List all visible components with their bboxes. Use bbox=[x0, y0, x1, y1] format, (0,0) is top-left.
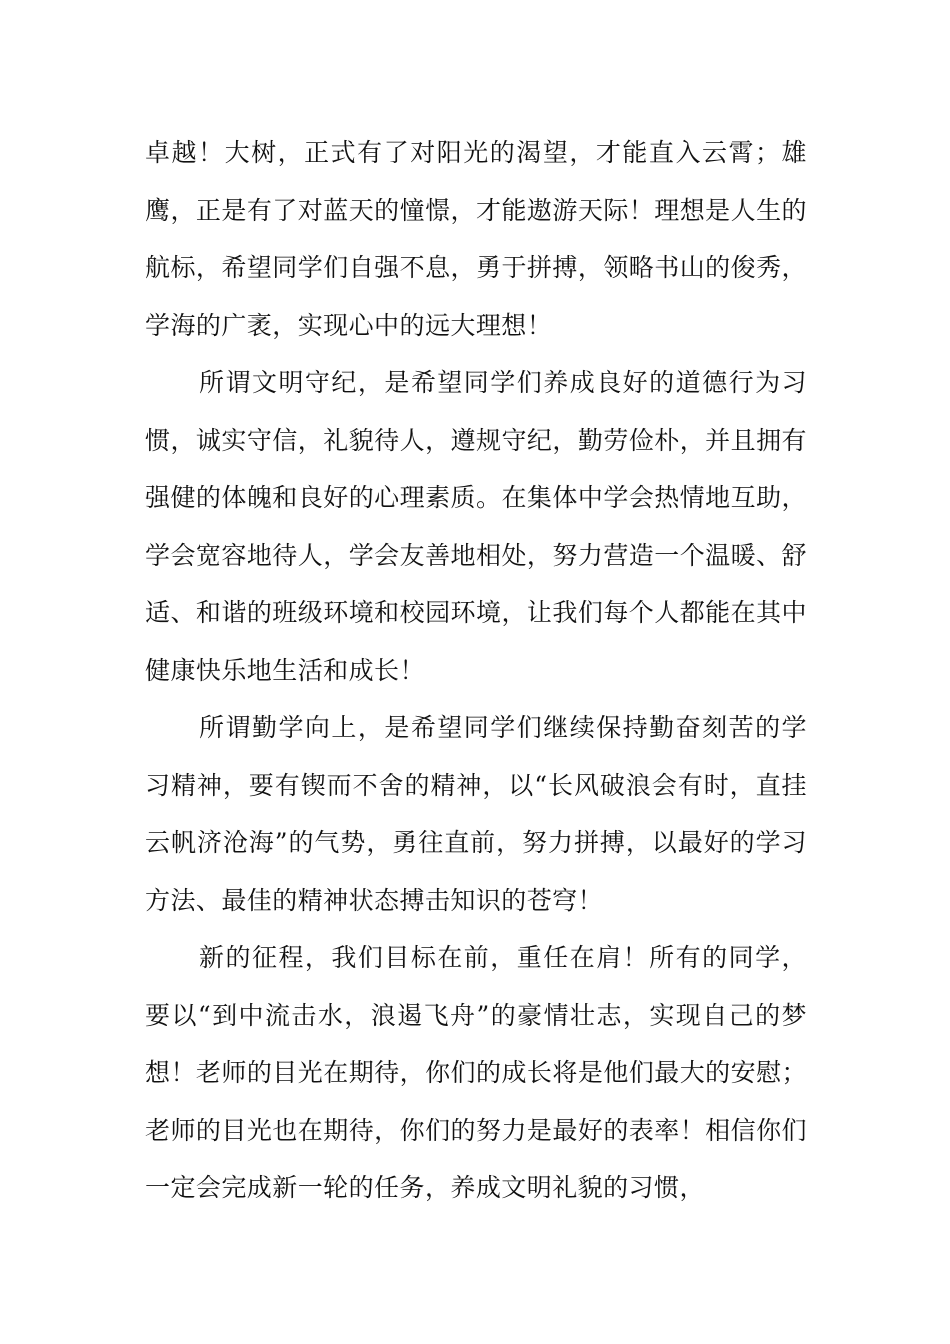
paragraph-1: 卓越！大树，正式有了对阳光的渴望，才能直入云霄；雄鹰，正是有了对蓝天的憧憬，才能遨游天际！理想是人生的航标，希望同学们自强不息，勇于拼搏，领略书山的俊秀，学海的广袤，实现心中的远大理想！ bbox=[145, 138, 807, 340]
paragraph-2: 所谓文明守纪，是希望同学们养成良好的道德行为习惯，诚实守信，礼貌待人，遵规守纪，勤劳俭朴，并且拥有强健的体魄和良好的心理素质。在集体中学会热情地互助，学会宽容地待人，学会友善地相处，努力营造一个温暖、舒适、和谐的班级环境和校园环境，让我们每个人都能在其中健康快乐地生活和成长！ bbox=[145, 368, 807, 685]
paragraph-3: 所谓勤学向上，是希望同学们继续保持勤奋刻苦的学习精神，要有锲而不舍的精神，以“长风破浪会有时，直挂云帆济沧海”的气势，勇往直前，努力拼搏，以最好的学习方法、最佳的精神状态搏击知识的苍穹！ bbox=[145, 713, 807, 915]
paragraph-4: 新的征程，我们目标在前，重任在肩！所有的同学，要以“到中流击水，浪遏飞舟”的豪情壮志，实现自己的梦想！老师的目光在期待，你们的成长将是他们最大的安慰；老师的目光也在期待，你们的努力是最好的表率！相信你们一定会完成新一轮的任务，养成文明礼貌的习惯， bbox=[145, 943, 807, 1202]
document-body bbox=[145, 124, 807, 1217]
